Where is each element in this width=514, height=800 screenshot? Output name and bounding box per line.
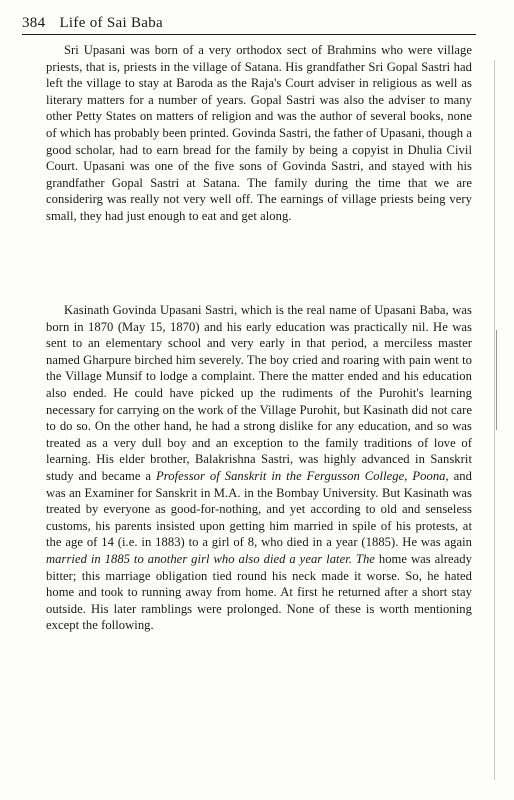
- page-edge-shadow: [494, 60, 495, 780]
- paragraph-1: Sri Upasani was born of a very orthodox sect of Brahmins who were village priests, that is, priests in the village of Satana. His grandfather Sri Gopal Sastri had left the village to stay at Baroda as the Raja's Court adviser in religious as well as literary matters for a number of years. Gopal Sastri was also the adviser to many other Petty States on matters of religion and was the author of several books, none of which has probably been printed. Govinda Sastri, the father of Upasani, though a good scholar, had to earn bread for the family by being a copyist in Dhulia Civil Court. Upasani was one of the five sons of Govinda Sastri, and stayed with his grandfather Gopal Sastri at Satana. The family during the time that we are considerirg was really not very well off. The earnings of village priests being very small, they had just enough to eat and get along.: [46, 43, 472, 223]
- running-title: Life of Sai Baba: [59, 15, 163, 31]
- page-edge-shadow-dark: [496, 330, 497, 430]
- paragraph-2: [46, 302, 472, 634]
- paragraph-2-italic-b: married in 1885 to another girl who also died a year later. The: [46, 551, 375, 566]
- page-number: 384: [22, 15, 46, 31]
- page-header: [22, 12, 476, 35]
- paragraph-2-text-c: home was already bitter; this marriage obligation tied round his neck made it worse. So, he hated home and took to running away from home. At first he returned after a short stay outside. His later ramblings were prolonged. None of these is worth mentioning except the following.: [46, 551, 472, 633]
- paragraph-2-text-b: and was an Examiner for Sanskrit in M.A. in the Bombay University. But Kasinath was treated by everyone as good-for-nothing, and yet according to old and senseless customs, his parents insisted upon getting him married in spile of his protests, at the age of 14 (i.e. in 1883) to a girl of 8, who died in a year (1885). He was again: [46, 468, 473, 550]
- paragraph-2-italic-a: Professor of Sanskrit in the Fergusson College, Poona,: [156, 468, 449, 483]
- paragraph-1-block: [46, 42, 472, 225]
- paragraph-2-block: [46, 302, 472, 634]
- paragraph-2-text-a: Kasinath Govinda Upasani Sastri, which is the real name of Upasani Baba, was born in 1870 (May 15, 1870) and his early education was practically nil. He was sent to an elementary school and very early in that period, a merciless master named Gharpure birched him severely. The boy cried and roaring with pain went to the Village Munsif to lodge a complaint. There the matter ended and his education also ended. He could have picked up the rudiments of the Purohit's learning necessary for carrying on the work of the Village Purohit, but Kasinath did not care to do so. On the other hand, he had a strong dislike for any education, and so was treated as a very dull boy and an exception to the family traditions of love of learning. His elder brother, Balakrishna Sastri, was highly advanced in Sanskrit study and became a: [46, 303, 472, 483]
